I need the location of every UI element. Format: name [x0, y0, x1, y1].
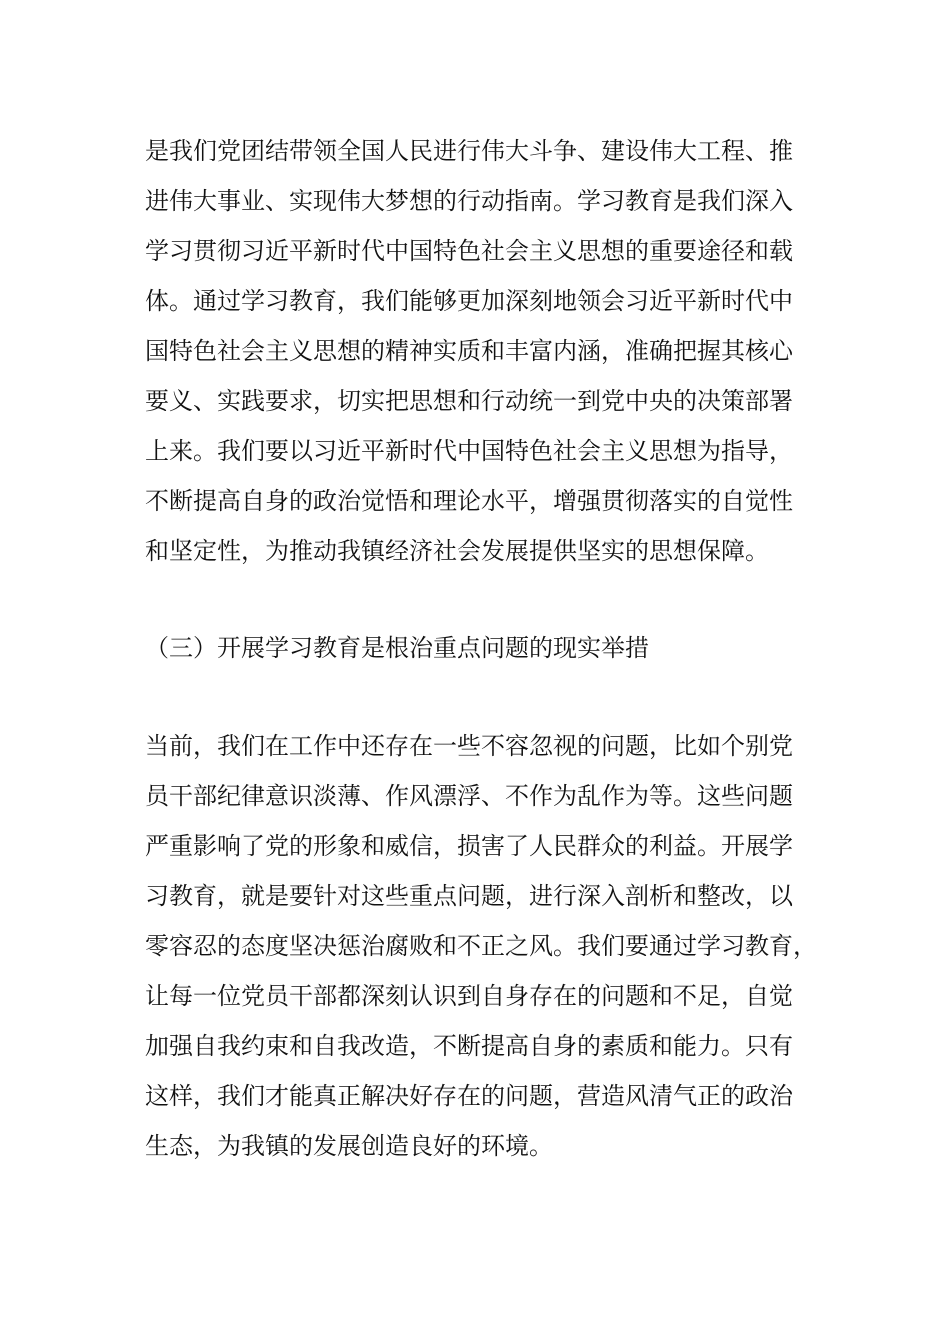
paragraph-line: 要义、实践要求，切实把思想和行动统一到党中央的决策部署 [145, 387, 793, 415]
paragraph-line: 进伟大事业、实现伟大梦想的行动指南。学习教育是我们深入 [145, 187, 793, 215]
paragraph-line: 让每一位党员干部都深刻认识到自身存在的问题和不足，自觉 [145, 982, 793, 1010]
paragraph-line: 体。通过学习教育，我们能够更加深刻地领会习近平新时代中 [145, 287, 793, 315]
paragraph-line: 上来。我们要以习近平新时代中国特色社会主义思想为指导， [145, 437, 793, 465]
paragraph-line: 国特色社会主义思想的精神实质和丰富内涵，准确把握其核心 [145, 337, 793, 365]
paragraph-line: 和坚定性，为推动我镇经济社会发展提供坚实的思想保障。 [145, 537, 769, 565]
paragraph-line: 生态，为我镇的发展创造良好的环境。 [145, 1132, 553, 1160]
body-paragraph [145, 126, 825, 576]
section-heading [145, 623, 825, 673]
paragraph-line: 严重影响了党的形象和威信，损害了人民群众的利益。开展学 [145, 832, 793, 860]
paragraph-line: 这样，我们才能真正解决好存在的问题，营造风清气正的政治 [145, 1082, 793, 1110]
paragraph-line: 不断提高自身的政治觉悟和理论水平，增强贯彻落实的自觉性 [145, 487, 793, 515]
paragraph-line: 员干部纪律意识淡薄、作风漂浮、不作为乱作为等。这些问题 [145, 782, 793, 810]
body-paragraph [145, 721, 825, 1171]
paragraph-line: 是我们党团结带领全国人民进行伟大斗争、建设伟大工程、推 [145, 137, 793, 165]
paragraph-line: 习教育，就是要针对这些重点问题，进行深入剖析和整改，以 [145, 882, 793, 910]
paragraph-line: 当前，我们在工作中还存在一些不容忽视的问题，比如个别党 [145, 732, 793, 760]
section-heading-text: （三）开展学习教育是根治重点问题的现实举措 [145, 634, 649, 662]
paragraph-line: 加强自我约束和自我改造，不断提高自身的素质和能力。只有 [145, 1032, 793, 1060]
paragraph-line: 学习贯彻习近平新时代中国特色社会主义思想的重要途径和载 [145, 237, 793, 265]
paragraph-line: 零容忍的态度坚决惩治腐败和不正之风。我们要通过学习教育， [145, 932, 817, 960]
